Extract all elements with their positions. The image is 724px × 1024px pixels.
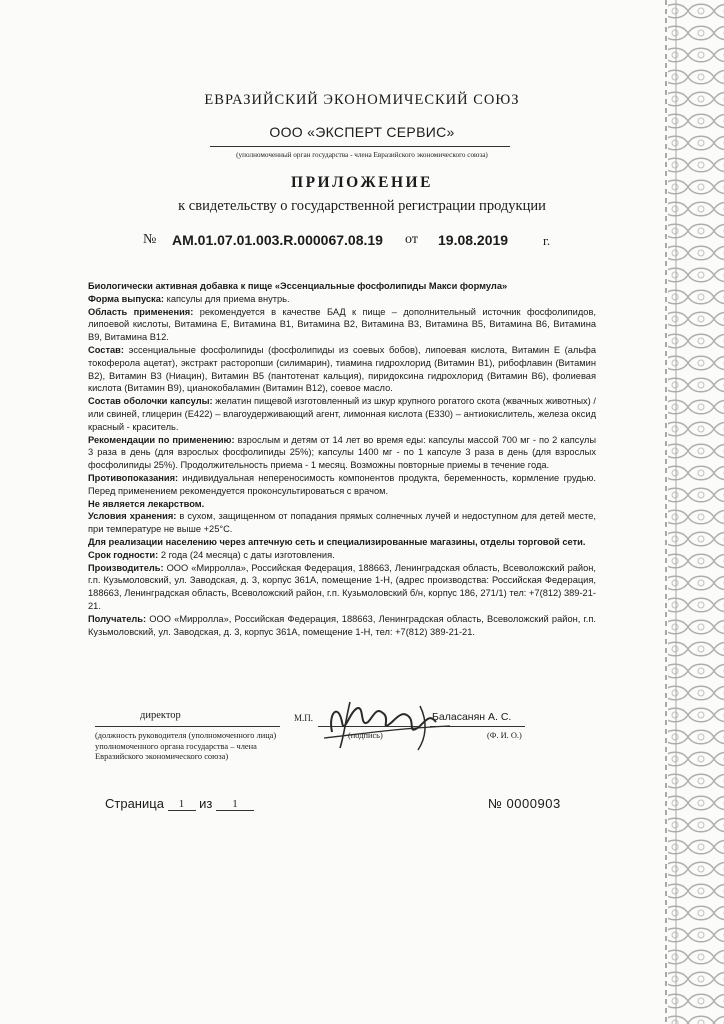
storage-conditions: Условия хранения: в сухом, защищенном от попадания прямых солнечных лучей и недоступном для детей месте, при температуре не выше +25°С.: [88, 511, 596, 535]
organization-note: (уполномоченный орган государства - члена Евразийского экономического союза): [236, 151, 488, 159]
signer-position: директор: [140, 710, 181, 721]
capsule-shell-composition: Состав оболочки капсулы: желатин пищевой изготовленный из шкур крупного рогатого скота (жвачных животных) /или свиней, глицерин (E422) – влагоудерживающий агент, лимонная кислота (E330) – антиокислитель, железа оксид красный - краситель.: [88, 396, 596, 432]
union-header: ЕВРАЗИЙСКИЙ ЭКОНОМИЧЕСКИЙ СОЮЗ: [204, 92, 520, 108]
contraindications: Противопоказания: индивидуальная непереносимость компонентов продукта, беременность, кормление грудью. Перед применением рекомендуется проконсультироваться с врачом.: [88, 472, 596, 496]
shelf-life: Срок годности: 2 года (24 месяца) с даты изготовления.: [88, 549, 335, 560]
composition: Состав: эссенциальные фосфолипиды (фосфолипиды из соевых бобов), липоевая кислота, Витамин Е (альфа токоферола ацетат), экстракт расторопши (силимарин), тиамина гидрохлорид (Витамин B1), рибофлавин (Витамин B2), Витамин B3 (Ниацин), Витамин B5 (пантотенат кальция), пиридоксина гидрохлорид (Витамин B6), фолиевая кислота (Витамин B9), цианокобаламин (Витамин B12), соевое масло.: [88, 344, 596, 394]
stamp-label: М.П.: [294, 713, 314, 723]
release-form: Форма выпуска: капсулы для приема внутрь.: [88, 293, 290, 304]
name-note: (Ф. И. О.): [487, 731, 522, 740]
document-subtitle: к свидетельству о государственной регистрации продукции: [178, 198, 546, 214]
manufacturer: Производитель: ООО «Мирролла», Российская Федерация, 188663, Ленинградская область, Всеволожский район, г.п. Кузьмоловский, ул. Заводская, д. 3, корпус 361А, помещение 1-Н, (адрес производства: Российская Федерация, 188663, Ленинградская область, Всеволожский район, г.п. Кузьмоловский б/н, корпус 186, 271/1) тел: +7(812) 389-21-21.: [88, 562, 596, 611]
registration-number: AM.01.07.01.003.R.000067.08.19: [172, 232, 383, 248]
registration-date: 19.08.2019: [438, 232, 509, 248]
position-line: [95, 726, 280, 727]
document-title: ПРИЛОЖЕНИЕ: [291, 174, 433, 191]
number-sign: №: [143, 232, 157, 247]
usage-recommendations: Рекомендации по применению: взрослым и детям от 14 лет во время еды: капсулы массой 700 мг - по 2 капсулы 3 раза в день (для взрослых фосфолипиды 25%); капсулы 1400 мг - по 1 капсуле 3 раза в день (для взрослых фосфолипиды 25%). Продолжительность приема - 1 месяц. Возможны повторные приемы в течение года.: [88, 434, 596, 471]
distribution-note: Для реализации населению через аптечную сеть и специализированные магазины, отделы торговой сети.: [88, 536, 586, 547]
organization-name: ООО «ЭКСПЕРТ СЕРВИС»: [269, 124, 455, 140]
handwritten-signature: [280, 692, 470, 754]
application-area: Область применения: рекомендуется в качестве БАД к пище – дополнительный источник фосфолипидов, липоевой кислоты, Витамина Е, Витамина B1, Витамина B2, Витамина B3, Витамина B5, Витамина B6, Витамина B9, Витамина B12.: [88, 306, 596, 343]
recipient: Получатель: ООО «Мирролла», Российская Федерация, 188663, Ленинградская область, Всеволожский район, г.п. Кузьмоловский, ул. Заводская, д. 3, корпус 361А, помещение 1-Н, тел: +7(812) 389-21-21.: [88, 613, 596, 637]
product-name-line: [88, 280, 596, 293]
signature-note: (подпись): [348, 731, 383, 740]
not-medicine-note: Не является лекарством.: [88, 498, 205, 509]
organization-underline: [210, 146, 510, 147]
page-label: Страница: [105, 796, 164, 811]
page-of: из: [199, 796, 213, 811]
page-counter: [105, 796, 254, 811]
page-current: 1: [168, 798, 196, 811]
position-note: (должность руководителя (уполномоченного лица) уполномоченного органа государства – члена Евразийского экономического союза): [95, 731, 277, 761]
page-total: 1: [216, 798, 254, 811]
product-name: Биологически активная добавка к пище «Эссенциальные фосфолипиды Макси формула»: [88, 281, 508, 291]
date-prefix: от: [405, 232, 418, 247]
document-body: [88, 280, 596, 638]
document-serial-number: № 0000903: [488, 796, 561, 811]
date-suffix: г.: [543, 233, 551, 248]
signer-name: Баласанян А. С.: [432, 711, 512, 723]
